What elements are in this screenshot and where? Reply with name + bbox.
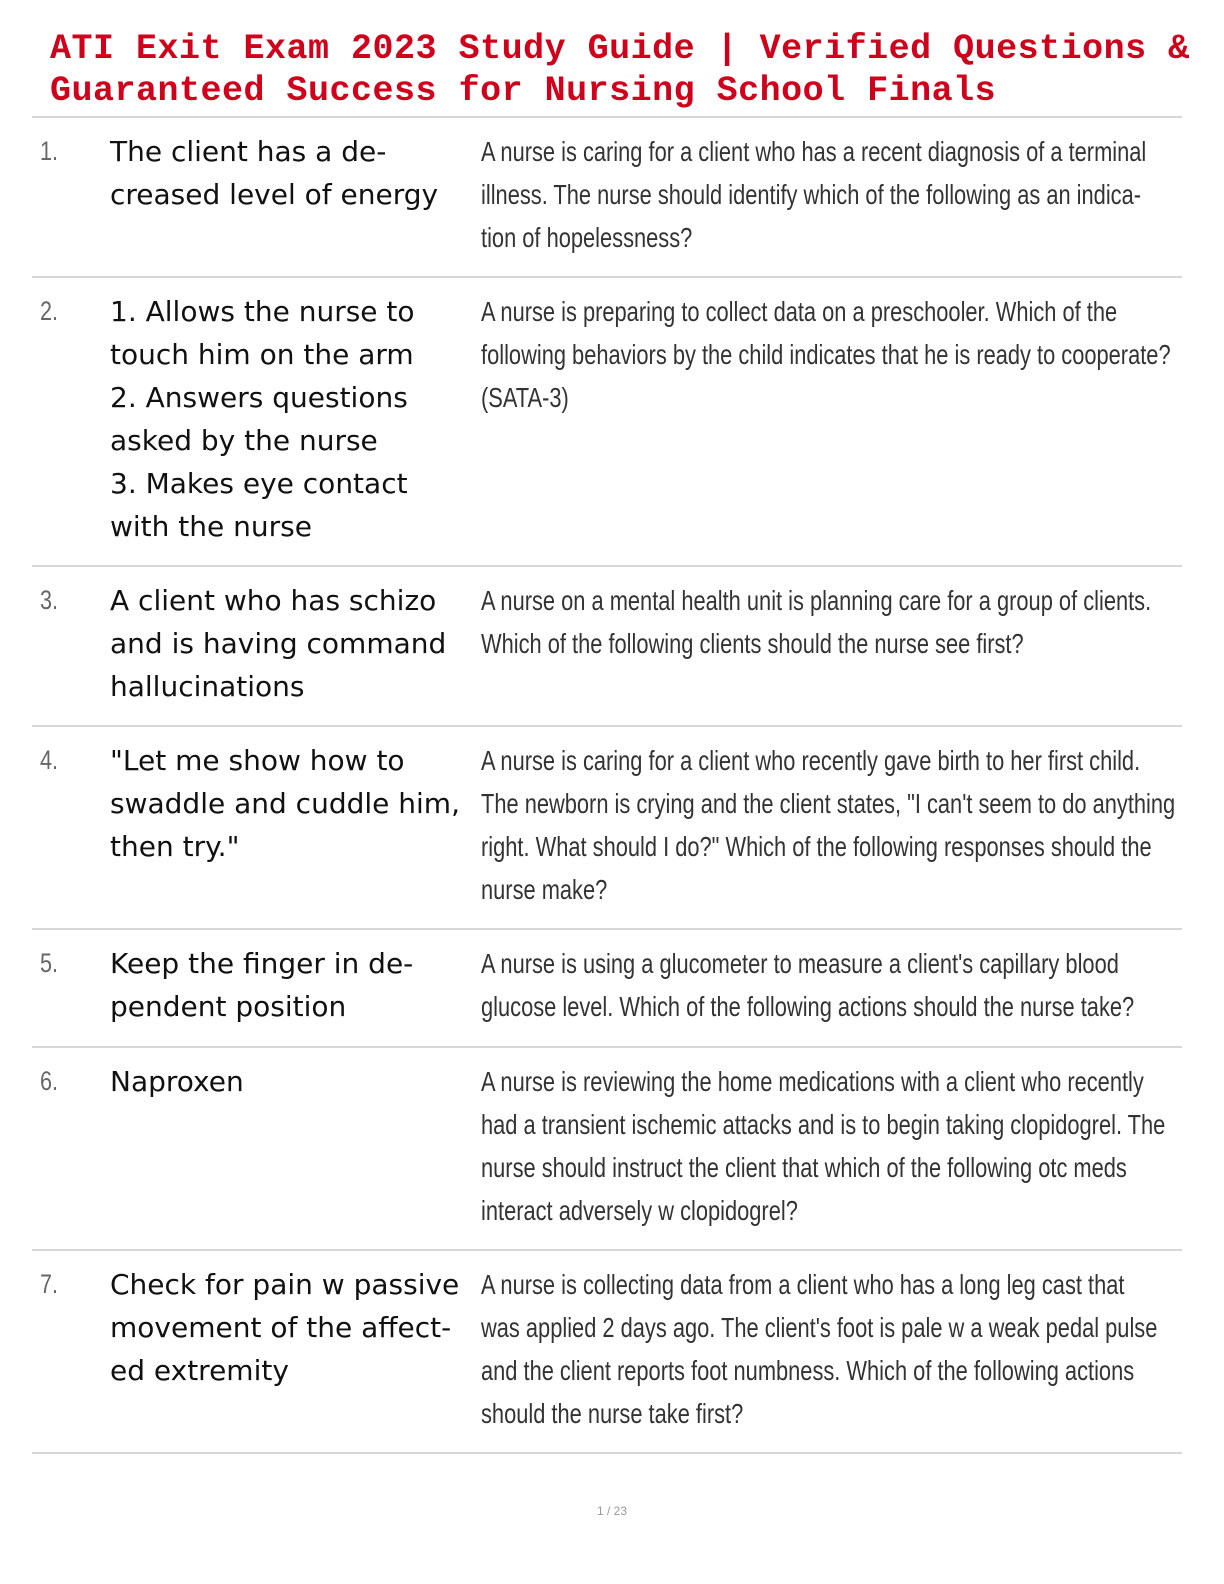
answer-line: ed extremity [110, 1354, 289, 1387]
answer-line: Keep the finger in de- [110, 947, 414, 980]
question-line: A nurse is using a glucometer to measure a client's capillary blood [481, 948, 1119, 979]
title-line: ATI Exit Exam 2023 Study Guide | Verified Questions & [50, 29, 1190, 69]
item-question [481, 1263, 1158, 1435]
question-line: had a transient ischemic attacks and is to begin taking clopidogrel. The [481, 1109, 1166, 1140]
item-answer [110, 942, 480, 1028]
answer-line: A client who has schizo [110, 584, 437, 617]
answer-line: swaddle and cuddle him, [110, 787, 460, 820]
answer-line: The client has a de- [110, 135, 387, 168]
question-line: interact adversely w clopidogrel? [481, 1195, 798, 1226]
item-question [481, 942, 1135, 1028]
divider [32, 276, 1182, 278]
question-line: (SATA-3) [481, 382, 569, 413]
divider [32, 725, 1182, 727]
answer-line: movement of the affect- [110, 1311, 452, 1344]
answer-line: hallucinations [110, 670, 305, 703]
question-line: nurse make? [481, 874, 608, 905]
question-line: A nurse is collecting data from a client who has a long leg cast that [481, 1269, 1125, 1300]
item-answer [110, 579, 480, 708]
item-number: 2. [40, 296, 59, 326]
item-number: 7. [40, 1269, 59, 1299]
item-answer [110, 130, 480, 216]
item-number: 5. [40, 948, 59, 978]
item-answer [110, 290, 480, 548]
divider [32, 1452, 1182, 1454]
divider [32, 928, 1182, 930]
item-question [481, 739, 1176, 911]
divider [32, 565, 1182, 567]
question-line: A nurse on a mental health unit is planning care for a group of clients. [481, 585, 1152, 616]
question-line: A nurse is reviewing the home medications with a client who recently [481, 1066, 1144, 1097]
answer-line: pendent position [110, 990, 347, 1023]
page-indicator: 1 / 23 [596, 1504, 628, 1518]
answer-line: 3. Makes eye contact [110, 467, 408, 500]
item-question [481, 290, 1171, 419]
answer-line: 1. Allows the nurse to [110, 295, 415, 328]
item-number: 3. [40, 585, 59, 615]
question-line: should the nurse take first? [481, 1398, 744, 1429]
question-line: A nurse is caring for a client who has a recent diagnosis of a terminal [481, 136, 1147, 167]
item-question [481, 130, 1147, 259]
divider [32, 1046, 1182, 1048]
answer-line: asked by the nurse [110, 424, 378, 457]
answer-line: and is having command [110, 627, 447, 660]
question-line: was applied 2 days ago. The client's foot is pale w a weak pedal pulse [481, 1312, 1158, 1343]
item-question [481, 579, 1152, 665]
item-number: 4. [40, 745, 59, 775]
item-number: 1. [40, 136, 59, 166]
answer-line: creased level of energy [110, 178, 439, 211]
question-line: glucose level. Which of the following actions should the nurse take? [481, 991, 1135, 1022]
divider [32, 1249, 1182, 1251]
divider [32, 116, 1182, 118]
answer-line: touch him on the arm [110, 338, 414, 371]
item-answer [110, 1060, 480, 1103]
document-title [50, 28, 1190, 112]
item-number: 6. [40, 1066, 59, 1096]
question-line: nurse should instruct the client that which of the following otc meds [481, 1152, 1127, 1183]
question-line: A nurse is preparing to collect data on a preschooler. Which of the [481, 296, 1118, 327]
item-answer [110, 739, 480, 868]
answer-line: Naproxen [110, 1065, 244, 1098]
question-line: and the client reports foot numbness. Which of the following actions [481, 1355, 1135, 1386]
question-line: Which of the following clients should the nurse see first? [481, 628, 1024, 659]
title-line: Guaranteed Success for Nursing School Finals [50, 71, 997, 111]
answer-line: 2. Answers questions [110, 381, 408, 414]
item-answer [110, 1263, 480, 1392]
item-question [481, 1060, 1166, 1232]
question-line: The newborn is crying and the client states, "I can't seem to do anything [481, 788, 1176, 819]
question-line: right. What should I do?" Which of the following responses should the [481, 831, 1152, 862]
question-line: illness. The nurse should identify which of the following as an indica- [481, 179, 1142, 210]
question-line: following behaviors by the child indicates that he is ready to cooperate? [481, 339, 1171, 370]
question-line: A nurse is caring for a client who recently gave birth to her first child. [481, 745, 1141, 776]
question-line: tion of hopelessness? [481, 222, 693, 253]
answer-line: "Let me show how to [110, 744, 405, 777]
answer-line: Check for pain w passive [110, 1268, 460, 1301]
answer-line: then try." [110, 830, 240, 863]
answer-line: with the nurse [110, 510, 312, 543]
